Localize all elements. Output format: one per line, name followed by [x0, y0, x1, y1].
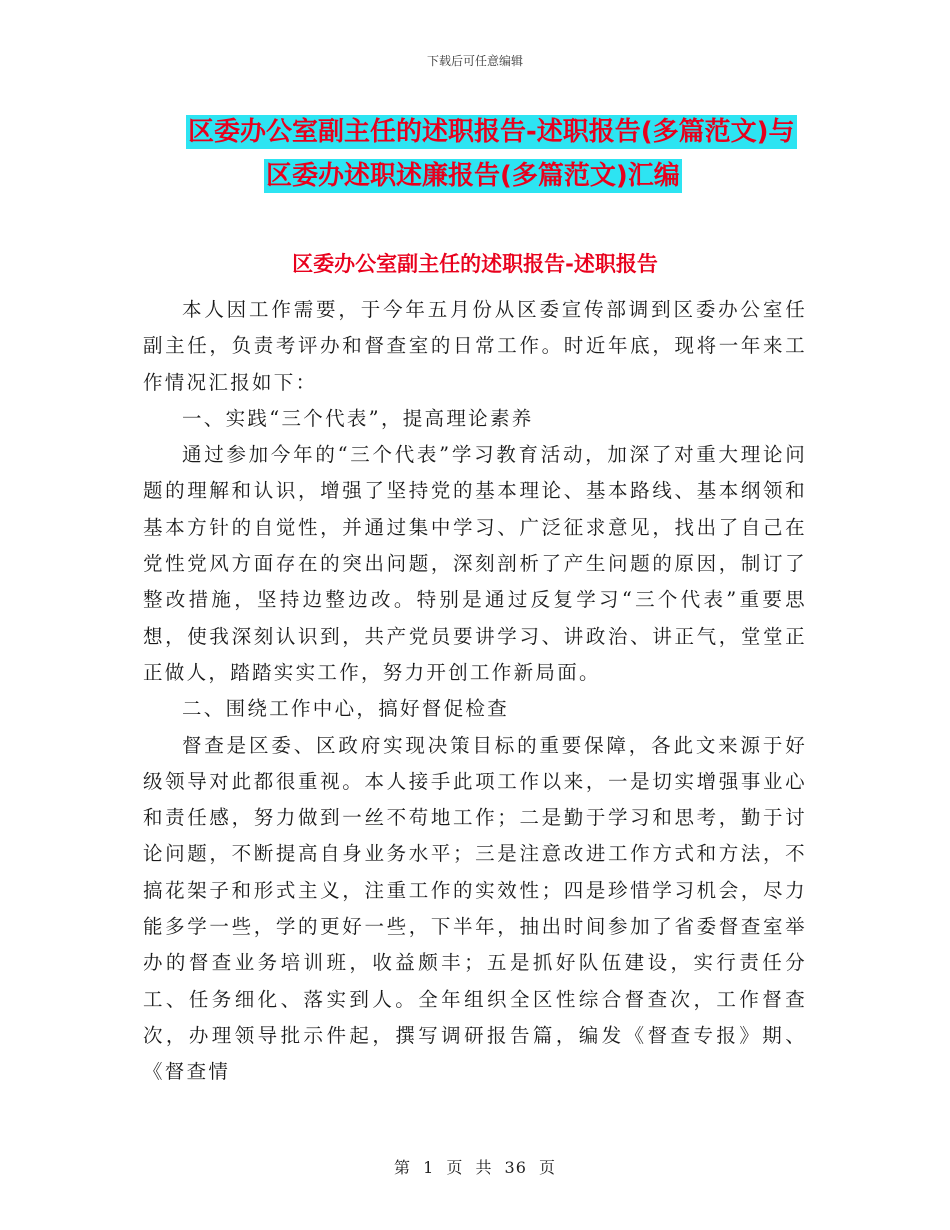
header-note: 下载后可任意编辑: [426, 54, 523, 68]
main-title: [186, 110, 826, 198]
section-title: 区委办公室副主任的述职报告-述职报告: [292, 252, 658, 276]
heading-two: 二、围绕工作中心，搞好督促检查: [182, 697, 510, 721]
main-title-line-2: [186, 154, 826, 198]
main-title-line-1: [186, 110, 826, 154]
paragraph-theory: 通过参加今年的“三个代表”学习教育活动，加深了对重大理论问题的理解和认识，增强了坚持党的基本理论、基本路线、基本纲领和基本方针的自觉性，并通过集中学习、广泛征求意见，找出了自己在党性党风方面存在的突出问题，深刻剖析了产生问题的原因，制订了整改措施，坚持边整边改。特别是通过反复学习“三个代表”重要思想，使我深刻认识到，共产党员要讲学习、讲政治、讲正气，堂堂正正做人，踏踏实实工作，努力开创工作新局面。: [143, 443, 807, 684]
paragraph-supervision: 督查是区委、区政府实现决策目标的重要保障，各此文来源于好级领导对此都很重视。本人接手此项工作以来，一是切实增强事业心和责任感，努力做到一丝不苟地工作；二是勤于学习和思考，勤于讨论问题，不断提高自身业务水平；三是注意改进工作方式和方法，不搞花架子和形式主义，注重工作的实效性；四是珍惜学习机会，尽力能多学一些，学的更好一些，下半年，抽出时间参加了省委督查室举办的督查业务培训班，收益颇丰；五是抓好队伍建设，实行责任分工、任务细化、落实到人。全年组织全区性综合督查次，工作督查次，办理领导批示件起，撰写调研报告篇，编发《督查专报》期、《督查情: [143, 733, 807, 1084]
main-title-line-1-text: 区委办公室副主任的述职报告-述职报告(多篇范文)与: [188, 117, 795, 147]
page-footer: 第 1 页 共 36 页: [394, 1158, 556, 1177]
paragraph-intro: 本人因工作需要，于今年五月份从区委宣传部调到区委办公室任副主任，负责考评办和督查室的日常工作。时近年底，现将一年来工作情况汇报如下：: [143, 298, 807, 394]
heading-one: 一、实践“三个代表”，提高理论素养: [182, 406, 534, 430]
main-title-line-2-text: 区委办述职述廉报告(多篇范文)汇编: [266, 161, 680, 191]
body-text: [143, 292, 807, 1091]
